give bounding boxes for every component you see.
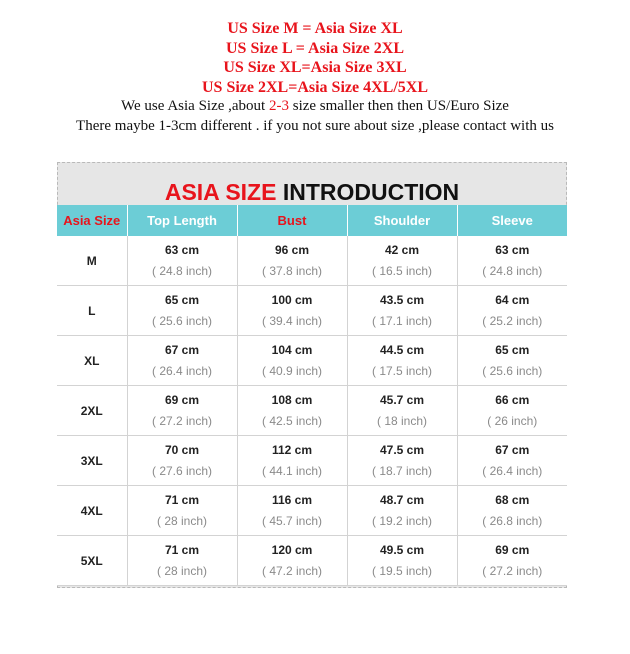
sleeve-cm: 67 cm bbox=[495, 442, 530, 457]
size-mapping-m: US Size M = Asia Size XL bbox=[227, 20, 403, 37]
bust-inch: ( 47.2 inch) bbox=[261, 563, 323, 578]
sleeve-cell bbox=[457, 536, 567, 586]
shoulder-cm: 45.7 cm bbox=[379, 392, 425, 407]
sleeve-inch: ( 25.2 inch) bbox=[482, 313, 543, 328]
size-table bbox=[57, 205, 567, 586]
sleeve-cm: 64 cm bbox=[495, 292, 530, 307]
top-length-inch: ( 28 inch) bbox=[156, 513, 208, 528]
size-label: 5XL bbox=[57, 536, 127, 586]
shoulder-cell bbox=[347, 236, 457, 286]
sleeve-inch: ( 26 inch) bbox=[487, 413, 538, 428]
size-advice bbox=[0, 97, 630, 117]
top-length-cm: 65 cm bbox=[164, 292, 200, 307]
table-row bbox=[57, 386, 567, 436]
sleeve-inch: ( 27.2 inch) bbox=[482, 563, 543, 578]
header-bust: Bust bbox=[237, 205, 347, 236]
bust-cm: 116 cm bbox=[271, 492, 313, 507]
shoulder-inch: ( 19.2 inch) bbox=[371, 513, 433, 528]
shoulder-cm: 42 cm bbox=[384, 242, 420, 257]
top-length-inch: ( 24.8 inch) bbox=[151, 263, 213, 278]
shoulder-inch: ( 16.5 inch) bbox=[371, 263, 433, 278]
shoulder-cm: 43.5 cm bbox=[379, 292, 425, 307]
bust-cm: 108 cm bbox=[271, 392, 313, 407]
size-label: 4XL bbox=[57, 486, 127, 536]
size-label: 3XL bbox=[57, 436, 127, 486]
sleeve-cm: 69 cm bbox=[495, 542, 530, 557]
shoulder-cell bbox=[347, 386, 457, 436]
sleeve-cell bbox=[457, 386, 567, 436]
bust-cell bbox=[237, 486, 347, 536]
bust-cm: 96 cm bbox=[274, 242, 310, 257]
top-length-inch: ( 27.2 inch) bbox=[151, 413, 213, 428]
shoulder-cm: 47.5 cm bbox=[379, 442, 425, 457]
header-shoulder: Shoulder bbox=[347, 205, 457, 236]
top-length-inch: ( 26.4 inch) bbox=[151, 363, 213, 378]
size-advice-pre: We use Asia Size ,about bbox=[121, 98, 269, 114]
shoulder-cm: 49.5 cm bbox=[379, 542, 425, 557]
size-label: L bbox=[57, 286, 127, 336]
table-row bbox=[57, 286, 567, 336]
sleeve-cell bbox=[457, 286, 567, 336]
table-row bbox=[57, 536, 567, 586]
shoulder-cell bbox=[347, 436, 457, 486]
header-asia-size: Asia Size bbox=[57, 205, 127, 236]
sleeve-cm: 65 cm bbox=[495, 342, 530, 357]
sleeve-inch: ( 24.8 inch) bbox=[482, 263, 543, 278]
sleeve-cell bbox=[457, 336, 567, 386]
size-chart-title-black: INTRODUCTION bbox=[276, 179, 460, 205]
top-length-inch: ( 25.6 inch) bbox=[151, 313, 213, 328]
bust-cell bbox=[237, 436, 347, 486]
bust-cm: 120 cm bbox=[271, 542, 313, 557]
top-length-cell bbox=[127, 536, 237, 586]
sleeve-cm: 66 cm bbox=[495, 392, 530, 407]
top-length-cell bbox=[127, 386, 237, 436]
size-label: M bbox=[57, 236, 127, 286]
bust-cell bbox=[237, 236, 347, 286]
top-length-inch: ( 28 inch) bbox=[156, 563, 208, 578]
bust-cell bbox=[237, 286, 347, 336]
bust-inch: ( 45.7 inch) bbox=[261, 513, 323, 528]
size-mapping-l: US Size L = Asia Size 2XL bbox=[225, 39, 405, 57]
size-label: 2XL bbox=[57, 386, 127, 436]
top-length-cm: 63 cm bbox=[164, 242, 200, 257]
sleeve-cell bbox=[457, 486, 567, 536]
size-chart-title bbox=[58, 178, 566, 206]
table-row bbox=[57, 486, 567, 536]
table-row bbox=[57, 336, 567, 386]
bust-cell bbox=[237, 536, 347, 586]
table-header-row bbox=[57, 205, 567, 236]
shoulder-inch: ( 18.7 inch) bbox=[371, 463, 433, 478]
top-length-cell bbox=[127, 486, 237, 536]
bust-inch: ( 42.5 inch) bbox=[261, 413, 323, 428]
shoulder-inch: ( 18 inch) bbox=[376, 413, 428, 428]
bust-cell bbox=[237, 386, 347, 436]
top-length-cell bbox=[127, 336, 237, 386]
shoulder-cell bbox=[347, 286, 457, 336]
sleeve-cell bbox=[457, 236, 567, 286]
sleeve-cell bbox=[457, 436, 567, 486]
size-mapping-xl: US Size XL=Asia Size 3XL bbox=[223, 59, 407, 76]
bust-cell bbox=[237, 336, 347, 386]
shoulder-cell bbox=[347, 486, 457, 536]
top-length-cm: 71 cm bbox=[164, 542, 200, 557]
bust-cm: 112 cm bbox=[271, 442, 313, 457]
bust-cm: 104 cm bbox=[271, 342, 313, 357]
shoulder-cell bbox=[347, 336, 457, 386]
bust-inch: ( 39.4 inch) bbox=[261, 313, 323, 328]
header-top-length: Top Length bbox=[127, 205, 237, 236]
bust-inch: ( 40.9 inch) bbox=[261, 363, 323, 378]
shoulder-inch: ( 17.5 inch) bbox=[371, 363, 433, 378]
bust-inch: ( 44.1 inch) bbox=[261, 463, 323, 478]
size-chart-title-red: ASIA SIZE bbox=[164, 179, 277, 205]
size-advice-highlight: 2-3 bbox=[268, 98, 289, 114]
bust-cm: 100 cm bbox=[271, 292, 313, 307]
top-length-cell bbox=[127, 436, 237, 486]
table-row bbox=[57, 236, 567, 286]
top-length-cm: 69 cm bbox=[164, 392, 200, 407]
shoulder-cell bbox=[347, 536, 457, 586]
shoulder-cm: 44.5 cm bbox=[379, 342, 425, 357]
sleeve-inch: ( 26.4 inch) bbox=[482, 463, 543, 478]
top-length-cell bbox=[127, 286, 237, 336]
size-notes bbox=[0, 19, 630, 136]
top-length-cm: 71 cm bbox=[164, 492, 200, 507]
table-row bbox=[57, 436, 567, 486]
sleeve-cm: 63 cm bbox=[495, 242, 530, 257]
top-length-cell bbox=[127, 236, 237, 286]
top-length-inch: ( 27.6 inch) bbox=[151, 463, 213, 478]
size-label: XL bbox=[57, 336, 127, 386]
sleeve-inch: ( 26.8 inch) bbox=[482, 513, 543, 528]
size-mapping-2xl: US Size 2XL=Asia Size 4XL/5XL bbox=[201, 78, 428, 96]
top-length-cm: 67 cm bbox=[164, 342, 200, 357]
bust-inch: ( 37.8 inch) bbox=[261, 263, 323, 278]
header-sleeve: Sleeve bbox=[457, 205, 567, 236]
sleeve-inch: ( 25.6 inch) bbox=[482, 363, 543, 378]
shoulder-cm: 48.7 cm bbox=[379, 492, 425, 507]
size-advice-post: size smaller then then US/Euro Size bbox=[288, 98, 509, 114]
size-difference-note: There maybe 1-3cm different . if you not sure about size ,please contact with us bbox=[76, 117, 554, 134]
top-length-cm: 70 cm bbox=[164, 442, 200, 457]
sleeve-cm: 68 cm bbox=[495, 492, 530, 507]
shoulder-inch: ( 17.1 inch) bbox=[371, 313, 433, 328]
shoulder-inch: ( 19.5 inch) bbox=[371, 563, 433, 578]
